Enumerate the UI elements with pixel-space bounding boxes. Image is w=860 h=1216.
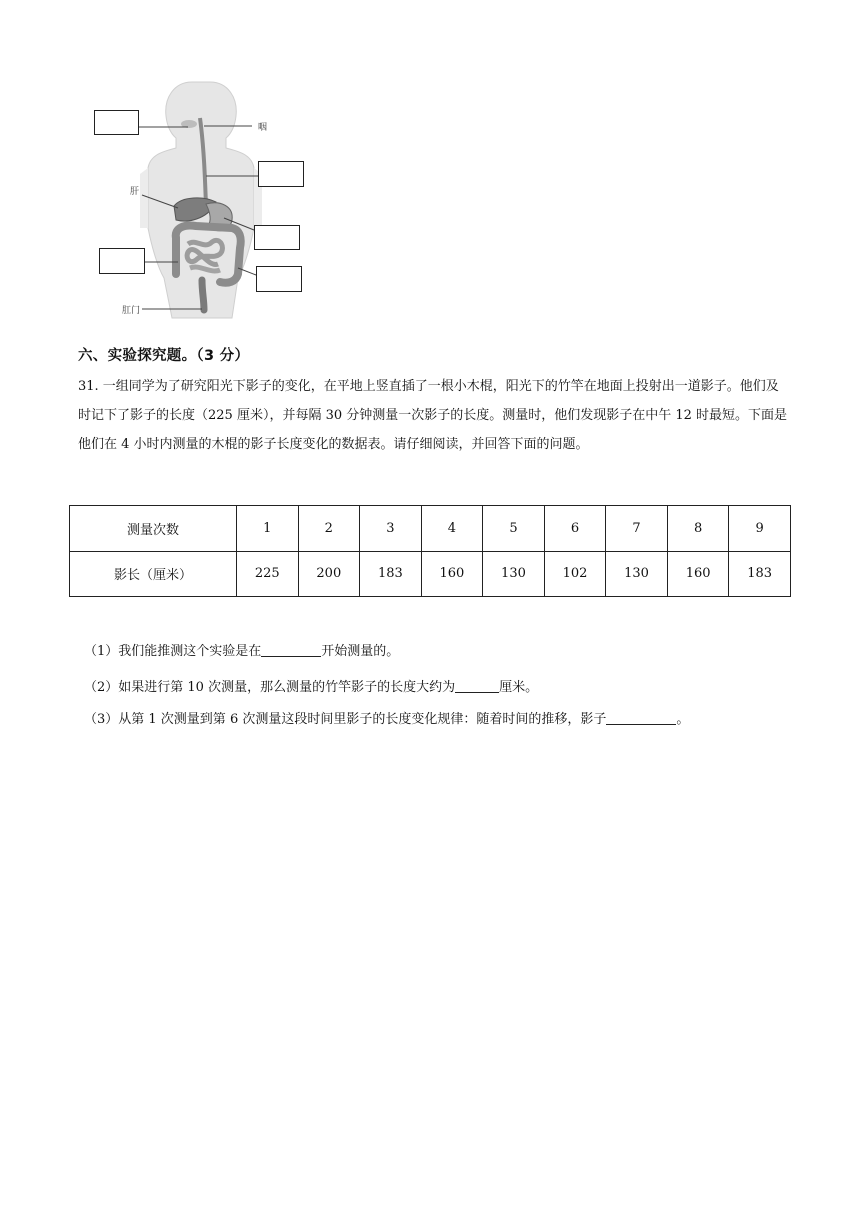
answer-box-stomach[interactable] [254, 225, 300, 250]
sub-question-2 [84, 676, 538, 695]
shadow-length-table [69, 505, 791, 597]
sub-question-3-suffix: 。 [676, 712, 690, 727]
table-cell: 225 [237, 551, 299, 597]
sub-question-1-suffix: 开始测量的。 [321, 644, 400, 659]
table-cell: 8 [667, 506, 729, 552]
table-cell: 183 [360, 551, 422, 597]
section-title: 六、实验探究题。（3 分） [78, 348, 250, 364]
answer-box-large-intestine[interactable] [256, 266, 302, 292]
sub-question-3 [84, 708, 689, 727]
label-anus: 肛门 [122, 306, 141, 316]
table-cell: 4 [421, 506, 483, 552]
answer-blank-3[interactable] [606, 710, 676, 725]
table-cell: 160 [667, 551, 729, 597]
answer-blank-1[interactable] [261, 642, 321, 657]
label-pharynx: 咽 [258, 123, 268, 133]
answer-blank-2[interactable] [455, 678, 499, 693]
sub-question-2-suffix: 厘米。 [499, 680, 539, 695]
table-header-count: 测量次数 [70, 506, 237, 552]
table-cell: 160 [421, 551, 483, 597]
digestive-system-figure [92, 78, 308, 326]
table-cell: 183 [729, 551, 791, 597]
table-cell: 3 [360, 506, 422, 552]
table-row [70, 551, 791, 597]
table-cell: 5 [483, 506, 545, 552]
question-text: 31. 一组同学为了研究阳光下影子的变化，在平地上竖直插了一根小木棍，阳光下的竹竿在地面上投射出一道影子。他们及时记下了影子的长度（225 厘米），并每隔 30 分钟测量一次影子的长度。测量时，他们发现影子在中午 12 时最短。下面是他们在 4 小时内测量的木棍的影子长度变化的数据表。请仔细阅读，并回答下面的问题。 [78, 379, 788, 452]
sub-question-2-text: （2）如果进行第 10 次测量，那么测量的竹竿影子的长度大约为 [84, 680, 456, 695]
answer-box-small-intestine[interactable] [99, 248, 145, 274]
table-cell: 7 [606, 506, 668, 552]
answer-box-mouth[interactable] [94, 110, 139, 135]
answer-box-esophagus[interactable] [258, 161, 304, 187]
table-cell: 1 [237, 506, 299, 552]
table-cell: 200 [298, 551, 360, 597]
table-cell: 9 [729, 506, 791, 552]
table-row [70, 506, 791, 552]
table-cell: 2 [298, 506, 360, 552]
sub-question-3-text: （3）从第 1 次测量到第 6 次测量这段时间里影子的长度变化规律：随着时间的推移，影子 [84, 712, 607, 727]
table-cell: 6 [544, 506, 606, 552]
table-cell: 130 [606, 551, 668, 597]
label-liver: 肝 [130, 187, 140, 197]
table-cell: 102 [544, 551, 606, 597]
sub-question-1-text: （1）我们能推测这个实验是在 [84, 644, 262, 659]
table-cell: 130 [483, 551, 545, 597]
table-header-length: 影长（厘米） [70, 551, 237, 597]
sub-question-1 [84, 640, 399, 659]
